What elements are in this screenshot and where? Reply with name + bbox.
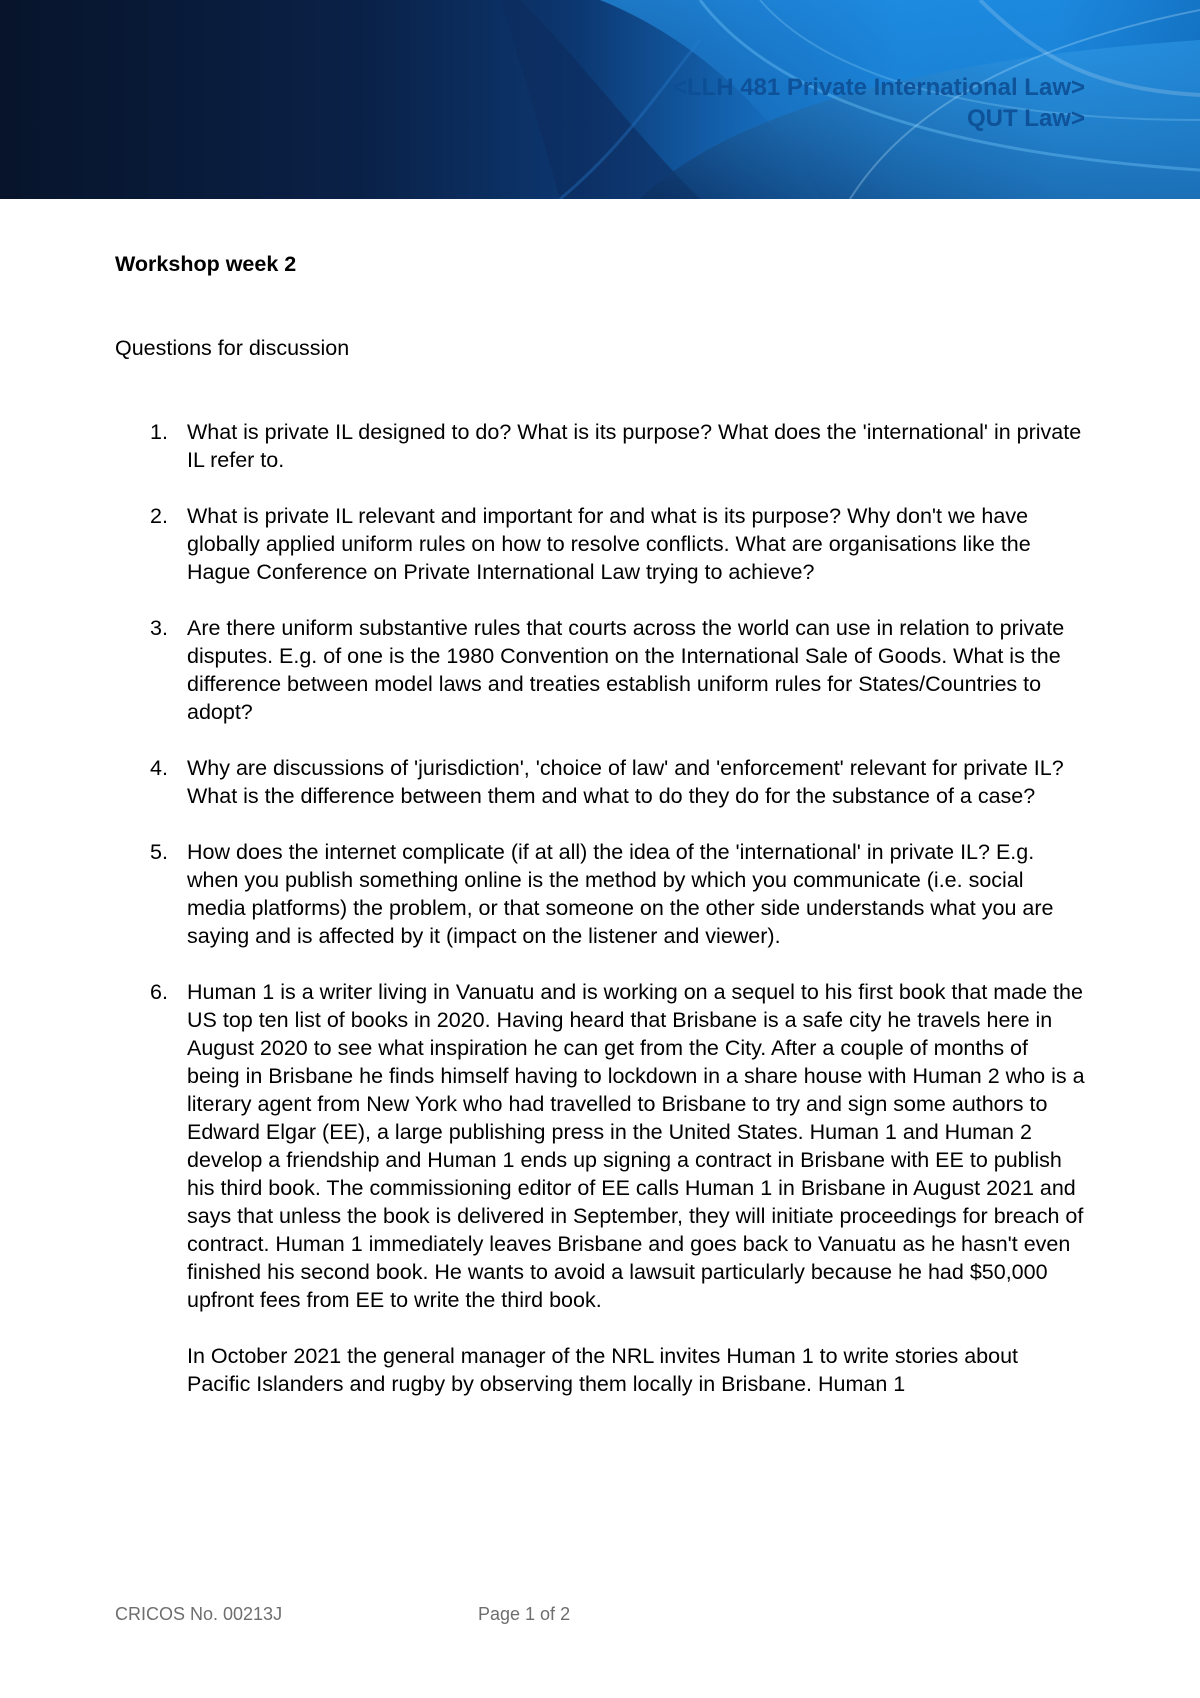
course-title: <LLH 481 Private International Law>	[672, 74, 1085, 101]
document-body	[115, 250, 1085, 1426]
question-item	[115, 418, 1085, 474]
document-title: Workshop week 2	[115, 252, 297, 276]
question-text: What is private IL designed to do? What is its purpose? What does the 'international' in private IL refer to.	[187, 420, 1082, 472]
question-item	[115, 614, 1085, 726]
question-list	[115, 418, 1085, 1398]
question-text: Why are discussions of 'jurisdiction', 'choice of law' and 'enforcement' relevant for private IL? What is the difference between them and what to do they do for the substance of a case?	[187, 756, 1064, 808]
question-item	[115, 754, 1085, 810]
footer-cricos: CRICOS No. 00213J	[115, 1604, 283, 1624]
question-number: 1.	[150, 420, 168, 444]
question-text: Human 1 is a writer living in Vanuatu and is working on a sequel to his first book that made the US top ten list of books in 2020. Having heard that Brisbane is a safe city he travels here in August 2020 to see what inspiration he can get from the City. After a couple of months of being in Brisbane he finds himself having to lockdown in a share house with Human 2 who is a literary agent from New York who had travelled to Brisbane to try and sign some authors to Edward Elgar (EE), a large publishing press in the United States. Human 1 and Human 2 develop a friendship and Human 1 ends up signing a contract in Brisbane with EE to publish his third book. The commissioning editor of EE calls Human 1 in Brisbane in August 2021 and says that unless the book is delivered in September, they will initiate proceedings for breach of contract. Human 1 immediately leaves Brisbane and goes back to Vanuatu as he hasn't even finished his second book. He wants to avoid a lawsuit particularly because he had $50,000 upfront fees from EE to write the third book.	[187, 980, 1085, 1312]
question-text: Are there uniform substantive rules that courts across the world can use in relation to private disputes. E.g. of one is the 1980 Convention on the International Sale of Goods. What is the difference between model laws and treaties establish uniform rules for States/Countries to adopt?	[187, 616, 1065, 724]
question-number: 5.	[150, 840, 168, 864]
faculty-title: QUT Law>	[966, 105, 1085, 132]
question-number: 4.	[150, 756, 168, 780]
question-text: What is private IL relevant and important for and what is its purpose? Why don't we have globally applied uniform rules on how to resolve conflicts. What are organisations like the Hague Conference on Private International Law trying to achieve?	[187, 504, 1031, 584]
header-banner	[0, 0, 1200, 199]
question-text-continued: In October 2021 the general manager of the NRL invites Human 1 to write stories about Pacific Islanders and rugby by observing them locally in Brisbane. Human 1	[187, 1344, 1018, 1396]
document-subtitle: Questions for discussion	[115, 336, 350, 360]
footer-page-number: Page 1 of 2	[478, 1604, 571, 1624]
banner-title	[673, 72, 1085, 134]
question-number: 2.	[150, 504, 168, 528]
question-text: How does the internet complicate (if at all) the idea of the 'international' in private IL? E.g. when you publish something online is the method by which you communicate (i.e. social media platforms) the problem, or that someone on the other side understands what you are saying and is affected by it (impact on the listener and viewer).	[187, 840, 1054, 948]
question-item	[115, 838, 1085, 950]
question-item	[115, 978, 1085, 1398]
question-number: 6.	[150, 980, 168, 1004]
question-item	[115, 502, 1085, 586]
question-number: 3.	[150, 616, 168, 640]
